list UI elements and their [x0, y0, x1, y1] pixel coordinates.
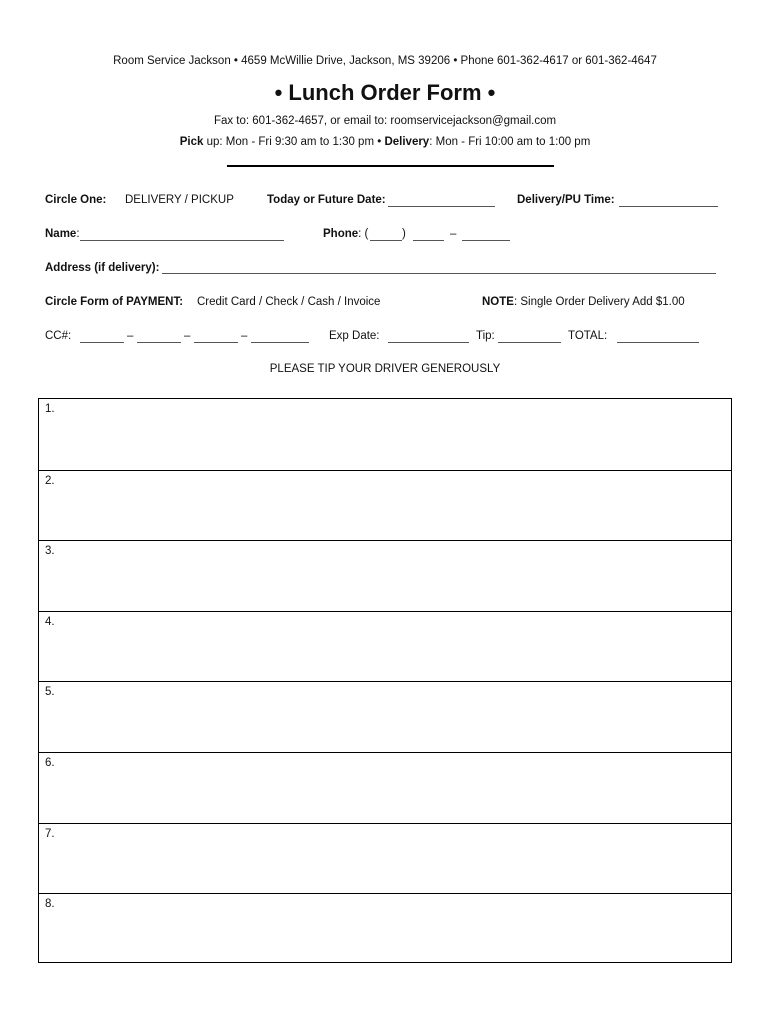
- cc-dash-2: –: [184, 330, 191, 342]
- order-number: 3.: [45, 545, 55, 558]
- cc-dash-1: –: [127, 330, 134, 342]
- cc-field-1[interactable]: [80, 342, 124, 343]
- total-label: TOTAL:: [568, 330, 608, 342]
- page-title: • Lunch Order Form •: [274, 80, 496, 105]
- pickup-label: Pick: [179, 136, 204, 148]
- business-address-line: Room Service Jackson • 4659 McWillie Drive, Jackson, MS 39206 • Phone 601-362-4617 or 601-362-4647: [113, 55, 657, 67]
- order-row[interactable]: [39, 681, 731, 752]
- payment-options[interactable]: Credit Card / Check / Cash / Invoice: [197, 296, 381, 308]
- pickup-hours: up: Mon - Fri 9:30 am to 1:30 pm •: [203, 136, 385, 148]
- time-field[interactable]: [619, 206, 718, 207]
- order-number: 1.: [45, 403, 55, 415]
- order-row[interactable]: [39, 752, 731, 823]
- order-row[interactable]: [39, 540, 731, 611]
- date-label: Today or Future Date:: [267, 194, 386, 206]
- delivery-note: NOTE: Single Order Delivery Add $1.00: [482, 296, 685, 308]
- order-row[interactable]: [39, 893, 731, 964]
- order-number: 6.: [45, 757, 55, 769]
- cc-field-4[interactable]: [251, 342, 309, 343]
- cc-field-3[interactable]: [194, 342, 238, 343]
- address-field[interactable]: [162, 273, 716, 274]
- address-label: Address (if delivery):: [45, 262, 160, 274]
- phone-dash: –: [450, 228, 457, 240]
- hours-line: [0, 136, 770, 148]
- cc-dash-3: –: [241, 330, 248, 342]
- order-row[interactable]: [39, 611, 731, 682]
- name-label: Name:: [45, 228, 80, 240]
- phone-prefix-field[interactable]: [413, 240, 444, 241]
- order-number: 4.: [45, 615, 55, 628]
- time-label: Delivery/PU Time:: [517, 194, 615, 206]
- order-items-box: [38, 398, 732, 963]
- order-number: 5.: [45, 686, 55, 699]
- tip-reminder: PLEASE TIP YOUR DRIVER GENEROUSLY: [269, 363, 501, 375]
- fax-email-line: Fax to: 601-362-4657, or email to: roomservicejackson@gmail.com: [213, 115, 557, 127]
- name-field[interactable]: [80, 240, 284, 241]
- phone-line-field[interactable]: [462, 240, 510, 241]
- order-number: 2.: [45, 474, 55, 487]
- phone-area-code-field[interactable]: [370, 240, 402, 241]
- date-field[interactable]: [388, 206, 495, 207]
- tip-label: Tip:: [476, 330, 495, 342]
- phone-label: Phone: (: [323, 228, 369, 240]
- order-number: 7.: [45, 827, 55, 840]
- delivery-pickup-options[interactable]: DELIVERY / PICKUP: [125, 194, 234, 206]
- exp-date-label: Exp Date:: [329, 330, 380, 342]
- phone-close-paren: ): [402, 228, 406, 240]
- order-number: 8.: [45, 898, 55, 911]
- exp-date-field[interactable]: [388, 342, 469, 343]
- tip-field[interactable]: [498, 342, 561, 343]
- delivery-label: Delivery: [384, 136, 430, 148]
- payment-label: Circle Form of PAYMENT:: [45, 296, 184, 308]
- delivery-hours: : Mon - Fri 10:00 am to 1:00 pm: [429, 136, 591, 148]
- header-divider: [227, 165, 554, 167]
- cc-field-2[interactable]: [137, 342, 181, 343]
- total-field[interactable]: [617, 342, 699, 343]
- order-row[interactable]: [39, 399, 731, 470]
- cc-label: CC#:: [45, 330, 72, 342]
- order-row[interactable]: [39, 823, 731, 894]
- order-row[interactable]: [39, 470, 731, 541]
- circle-one-label: Circle One:: [45, 194, 107, 206]
